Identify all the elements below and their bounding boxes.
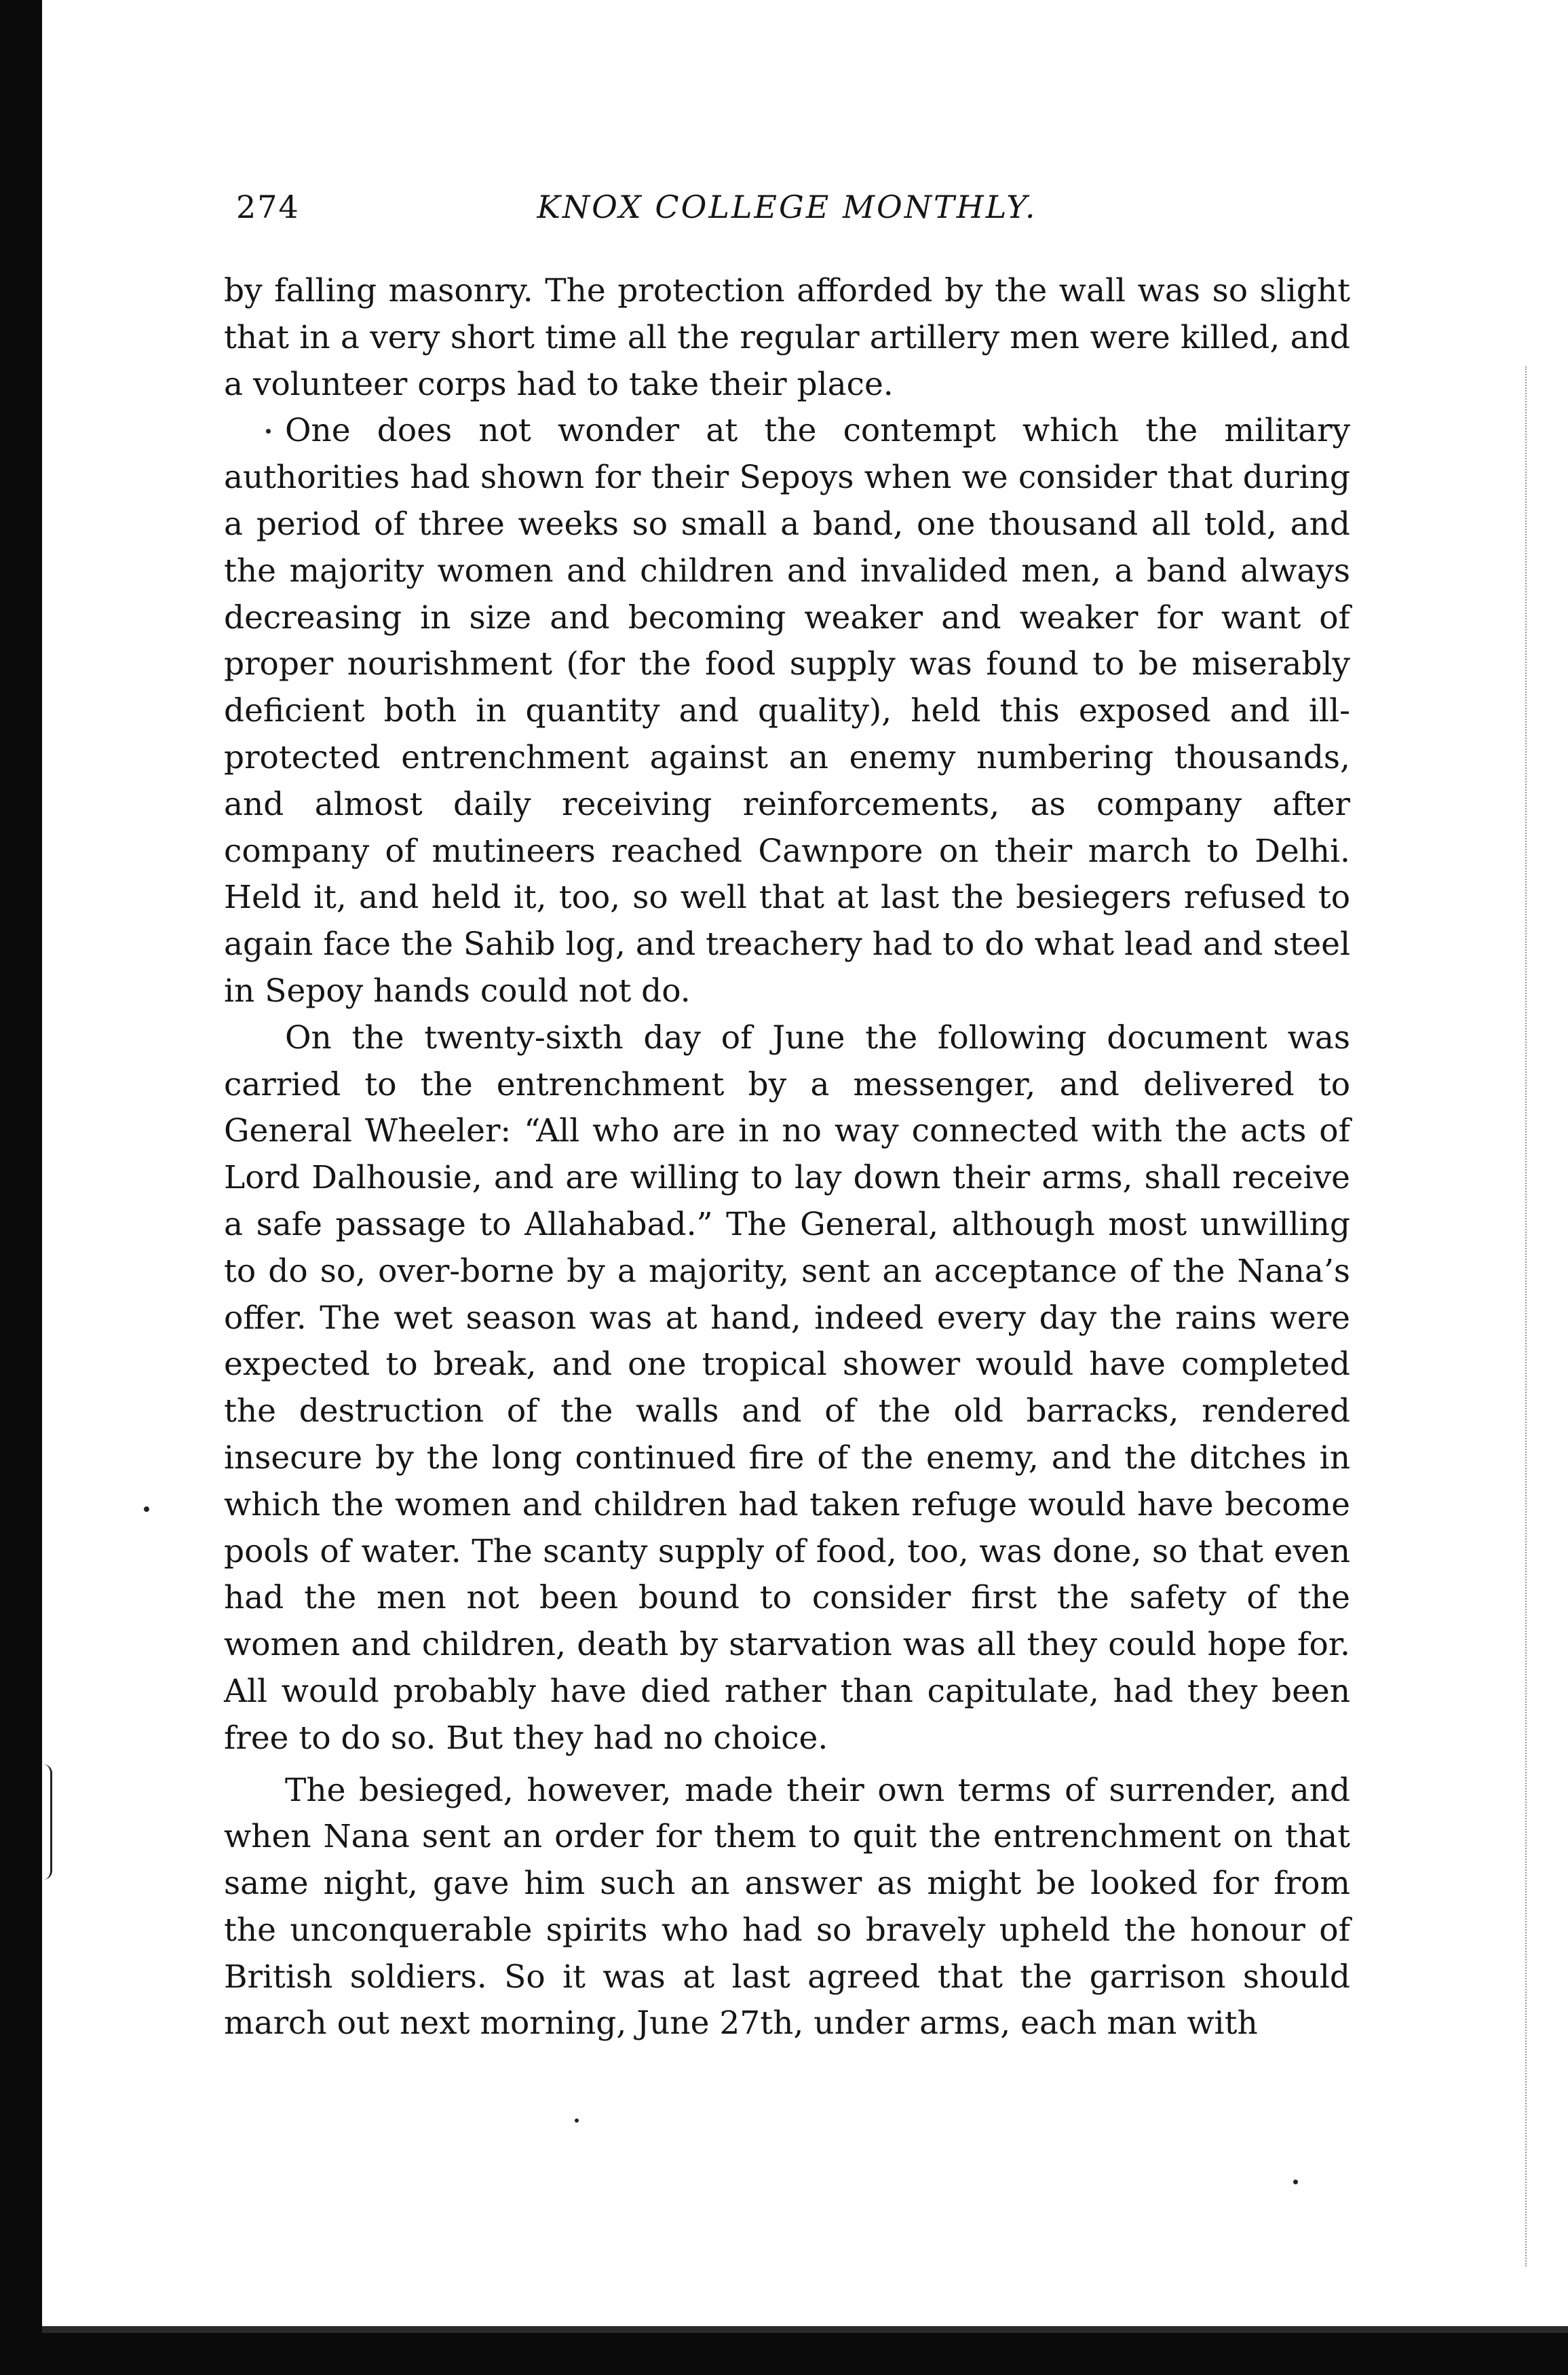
margin-bracket-mark bbox=[43, 1764, 52, 1880]
scan-left-border bbox=[0, 0, 42, 2375]
running-header bbox=[224, 180, 1350, 234]
scan-right-dotted-edge bbox=[1525, 366, 1528, 2266]
scan-speck bbox=[144, 1506, 149, 1512]
scan-speck bbox=[1293, 2180, 1298, 2184]
paragraph: One does not wonder at the contempt which the military authorities had shown for their Sepoys when we consider that during a period of three weeks so small a band, one thousand all told, and the majority women and children and invalided men, a band always decreasing in size and becoming weaker and weaker for want of proper nourishment (for the food supply was found to be miserably deficient both in quantity and quality), held this exposed and ill-protected entrenchment against an enemy numbering thousands, and almost daily receiving reinforcements, as company after company of mutineers reached Cawnpore on their march to Delhi. Held it, and held it, too, so well that at last the besiegers refused to again face the Sahib log, and treachery had to do what lead and steel in Sepoy hands could not do. bbox=[224, 412, 1350, 1010]
journal-title: KNOX COLLEGE MONTHLY. bbox=[537, 189, 1037, 225]
paragraph: On the twenty-sixth day of June the following document was carried to the entrenchment by a messenger, and delivered to General Wheeler: “All who are in no way connected with the acts of Lord Dalhousie, and are willing to lay down their arms, shall receive a safe passage to Allahabad.” The General, although most unwilling to do so, over-borne by a majority, sent an acceptance of the Nana’s offer. The wet season was at hand, indeed every day the rains were expected to break, and one tropical shower would have completed the destruction of the walls and of the old barracks, rendered insecure by the long continued fire of the enemy, and the ditches in which the women and children had taken refuge would have become pools of water. The scanty supply of food, too, was done, so that even had the men not been bound to consider first the safety of the women and children, death by starvation was all they could hope for. All would probably have died rather than capitulate, had they been free to do so. But they had no choice. bbox=[224, 1019, 1350, 1757]
paragraph-continued: by falling masonry. The protection afforded by the wall was so slight that in a very short time all the regular artillery men were killed, and a volunteer corps had to take their place. bbox=[224, 272, 1350, 403]
scan-bottom-border bbox=[0, 2333, 1568, 2375]
document-page bbox=[224, 180, 1350, 2047]
scan-bottom-shadow bbox=[42, 2326, 1568, 2333]
article-body bbox=[224, 268, 1350, 2047]
paragraph: The besieged, however, made their own terms of surrender, and when Nana sent an order for them to quit the entrenchment on that same night, gave him such an answer as might be looked for from the unconquerable spirits who had so bravely upheld the honour of British soldiers. So it was at last agreed that the garrison should march out next morning, June 27th, under arms, each man with bbox=[224, 1771, 1350, 2042]
scan-speck bbox=[575, 2118, 579, 2123]
page-number: 274 bbox=[236, 189, 300, 225]
